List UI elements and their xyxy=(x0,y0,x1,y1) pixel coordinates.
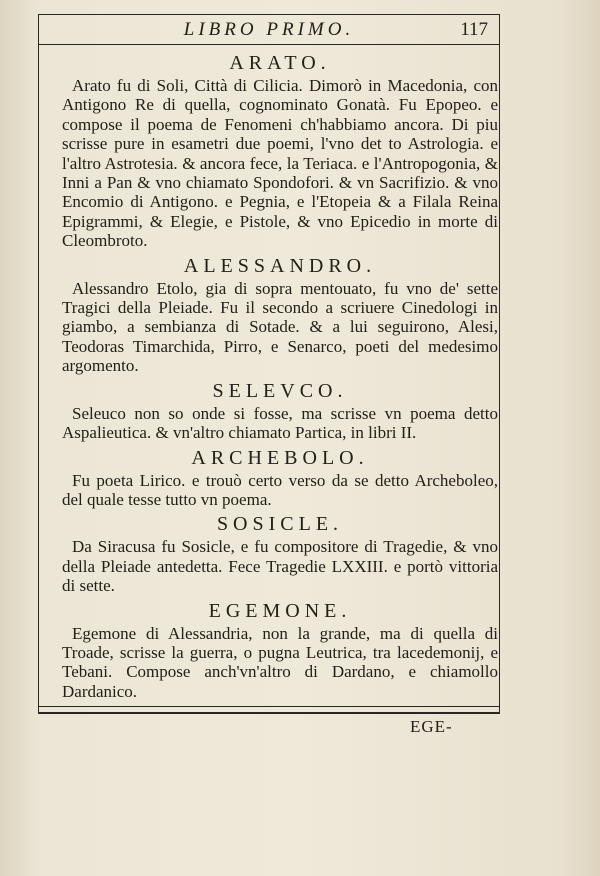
section-heading-alessandro: ALESSANDRO. xyxy=(183,254,377,277)
section-text-archebolo: Fu poeta Lirico. e trouò certo verso da se detto Archeboleo, del quale tesse tutto vn poema. xyxy=(62,470,498,509)
page-body xyxy=(62,50,498,703)
catchword: EGE- xyxy=(410,717,453,736)
page-number: 117 xyxy=(460,19,488,40)
bottom-rule xyxy=(38,706,500,707)
bottom-rule-thick xyxy=(38,712,500,714)
section-heading-sosicle: SOSICLE. xyxy=(216,513,344,536)
top-rule xyxy=(38,14,500,15)
section-text-egemone: Egemone di Alessandria, non la grande, ma di quella di Troade, scrisse la guerra, o pugna Leutrica, tra lacedemonij, e Tebani. Compose anch'vn'altro di Dardano, e chiamollo Dardanico. xyxy=(62,623,498,701)
section-text-sosicle: Da Siracusa fu Sosicle, e fu compositore di Tragedie, & vno della Pleiade antedetta. Fece Tragedie LXXIII. e portò vittoria di sette. xyxy=(62,537,498,596)
running-title: LIBRO PRIMO. xyxy=(183,19,355,40)
header-rule xyxy=(38,44,500,45)
section-text-seleuco: Seleuco non so onde si fosse, ma scrisse vn poema detto Aspalieutica. & vn'altro chiamato Partica, in libri II. xyxy=(62,403,498,443)
section-heading-egemone: EGEMONE. xyxy=(208,599,352,622)
section-text-alessandro: Alessandro Etolo, gia di sopra mentouato, fu vno de' sette Tragici della Pleiade. Fu il secondo a scriuere Cinedologi in giambo, a sembianza di Sotade. & a lui seguirono, Alesi, Teodoras Timarchida, Pirro, e Senarco, poeti del medesimo argomento. xyxy=(62,278,498,376)
section-text-arato: Arato fu di Soli, Città di Cilicia. Dimorò in Macedonia, con Antigono Re di quella, cognominato Gonatà. Fu Epopeo. e compose il poema de Fenomeni ch'habbiamo ancora. Di piu scrisse pure in esametri due poemi, l'vno det to Astrologia. e l'altro Astrotesia. & ancora fece, la Teriaca. e l'Antropogonia, & Inni a Pan & vno chiamato Spondofori. & vn Sacrifizio. & vno Encomio di Antigono. e Pegnia, e l'Etopeia & a Filala Reina Epigrammi, & Elegie, e Pistole, & vno Epicedio in morte di Cleombroto. xyxy=(62,76,498,251)
section-heading-archebolo: ARCHEBOLO. xyxy=(191,446,369,469)
running-head xyxy=(38,17,500,43)
section-heading-arato: ARATO. xyxy=(229,52,331,74)
section-heading-seleuco: SELEVCO. xyxy=(212,379,348,402)
